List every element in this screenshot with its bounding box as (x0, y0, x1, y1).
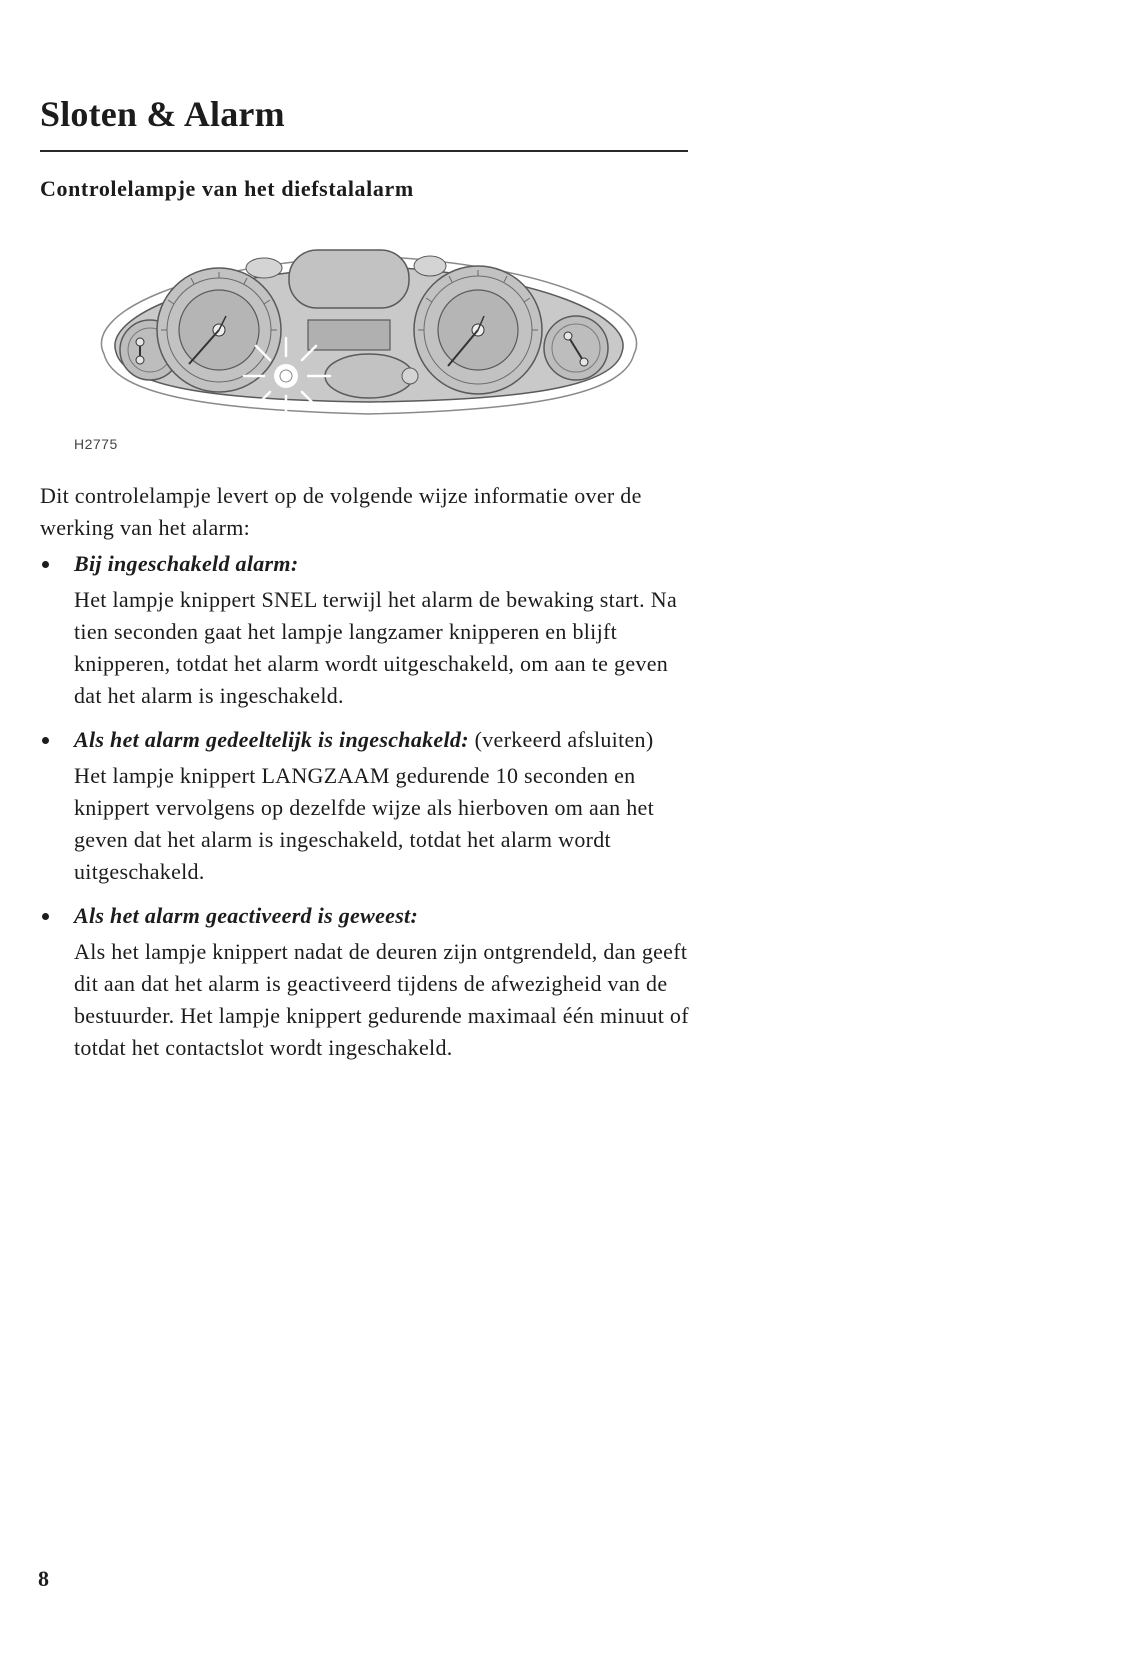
page-number: 8 (38, 1566, 49, 1591)
section-heading: Controlelampje van het diefstalalarm (40, 176, 414, 201)
figure-code: H2775 (74, 436, 118, 452)
list-item-heading: Bij ingeschakeld alarm: (74, 551, 299, 576)
list-item-text: Als het lampje knippert nadat de deuren zijn ontgrendeld, dan geeft dit aan dat het alarm is geactiveerd tijdens de afwezigheid van de bestuurder. Het lampje knippert gedurende maximaal één minuut of totdat het contactslot wordt ingeschakeld. (74, 939, 689, 1060)
list-item-text: Het lampje knippert LANGZAAM gedurende 10 seconden en knippert vervolgens op dezelfde wijze als hierboven om aan het geven dat het alarm is ingeschakeld, totdat het alarm wordt uitgeschakeld. (74, 763, 655, 884)
instrument-cluster-illustration (64, 244, 674, 454)
list-item-heading: Als het alarm gedeeltelijk is ingeschakeld: (74, 727, 469, 752)
list-item (40, 900, 700, 1064)
alarm-status-list (40, 548, 700, 1076)
title-divider (40, 150, 688, 152)
bullet-icon (42, 737, 49, 744)
bullet-icon (42, 913, 49, 920)
list-item (40, 724, 700, 888)
list-item-heading: Als het alarm geactiveerd is geweest: (74, 903, 419, 928)
intro-paragraph: Dit controlelampje levert op de volgende wijze informatie over de werking van het alarm: (40, 483, 642, 540)
list-item-text: Het lampje knippert SNEL terwijl het alarm de bewaking start. Na tien seconden gaat het lampje langzamer knipperen en blijft knipperen, totdat het alarm wordt uitgeschakeld, om aan te geven dat het alarm is ingeschakeld. (74, 587, 678, 708)
page-title: Sloten & Alarm (40, 94, 285, 134)
bullet-icon (42, 561, 49, 568)
list-item (40, 548, 700, 712)
list-item-heading-suffix: (verkeerd afsluiten) (468, 727, 654, 752)
